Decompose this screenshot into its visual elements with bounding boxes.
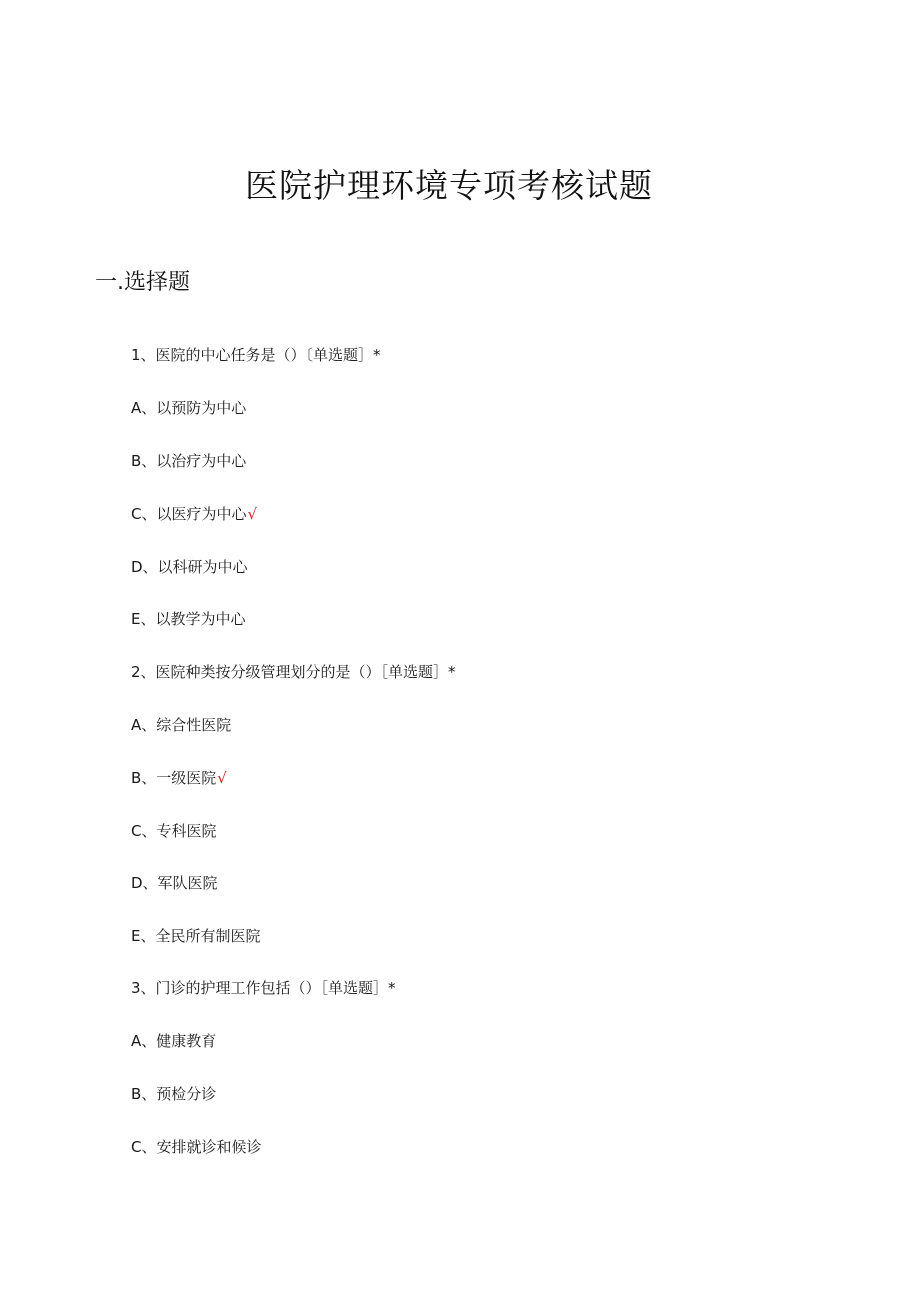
question-1-option-b <box>131 450 247 472</box>
option-text: E、全民所有制医院 <box>131 927 261 945</box>
question-1-option-a <box>131 397 247 419</box>
option-text: A、综合性医院 <box>131 716 232 734</box>
option-text: A、健康教育 <box>131 1032 217 1050</box>
correct-check-mark: √ <box>217 769 227 787</box>
question-3-option-b <box>131 1083 217 1105</box>
option-text: D、军队医院 <box>131 874 218 892</box>
question-3-option-c <box>131 1136 262 1158</box>
option-text: E、以教学为中心 <box>131 610 246 628</box>
option-text: B、以治疗为中心 <box>131 452 247 470</box>
question-2-option-b <box>131 767 227 789</box>
question-2-option-d <box>131 872 219 894</box>
question-1-option-e <box>131 608 246 630</box>
question-2-option-a <box>131 714 232 736</box>
correct-check-mark: √ <box>247 505 258 523</box>
option-text: B、预检分诊 <box>131 1085 217 1103</box>
question-3-option-a <box>131 1030 217 1052</box>
question-3-stem: 3、门诊的护理工作包括（）［单选题］* <box>131 979 396 997</box>
option-text: C、以医疗为中心 <box>131 505 247 523</box>
question-2-option-c <box>131 820 217 842</box>
option-text: A、以预防为中心 <box>131 399 247 417</box>
question-1-option-d <box>131 556 249 578</box>
option-text: D、以科研为中心 <box>131 558 248 576</box>
question-1-option-c <box>131 503 257 525</box>
section-heading: 一.选择题 <box>95 270 190 295</box>
document-title: 医院护理环境专项考核试题 <box>245 166 653 205</box>
question-1-stem: 1、医院的中心任务是（）〔单选题］* <box>131 346 381 364</box>
option-text: B、一级医院 <box>131 769 217 787</box>
question-2-stem: 2、医院种类按分级管理划分的是（）［单选题］* <box>131 663 456 681</box>
question-2-option-e <box>131 925 261 947</box>
option-text: C、安排就诊和候诊 <box>131 1138 262 1156</box>
option-text: C、专科医院 <box>131 822 217 840</box>
